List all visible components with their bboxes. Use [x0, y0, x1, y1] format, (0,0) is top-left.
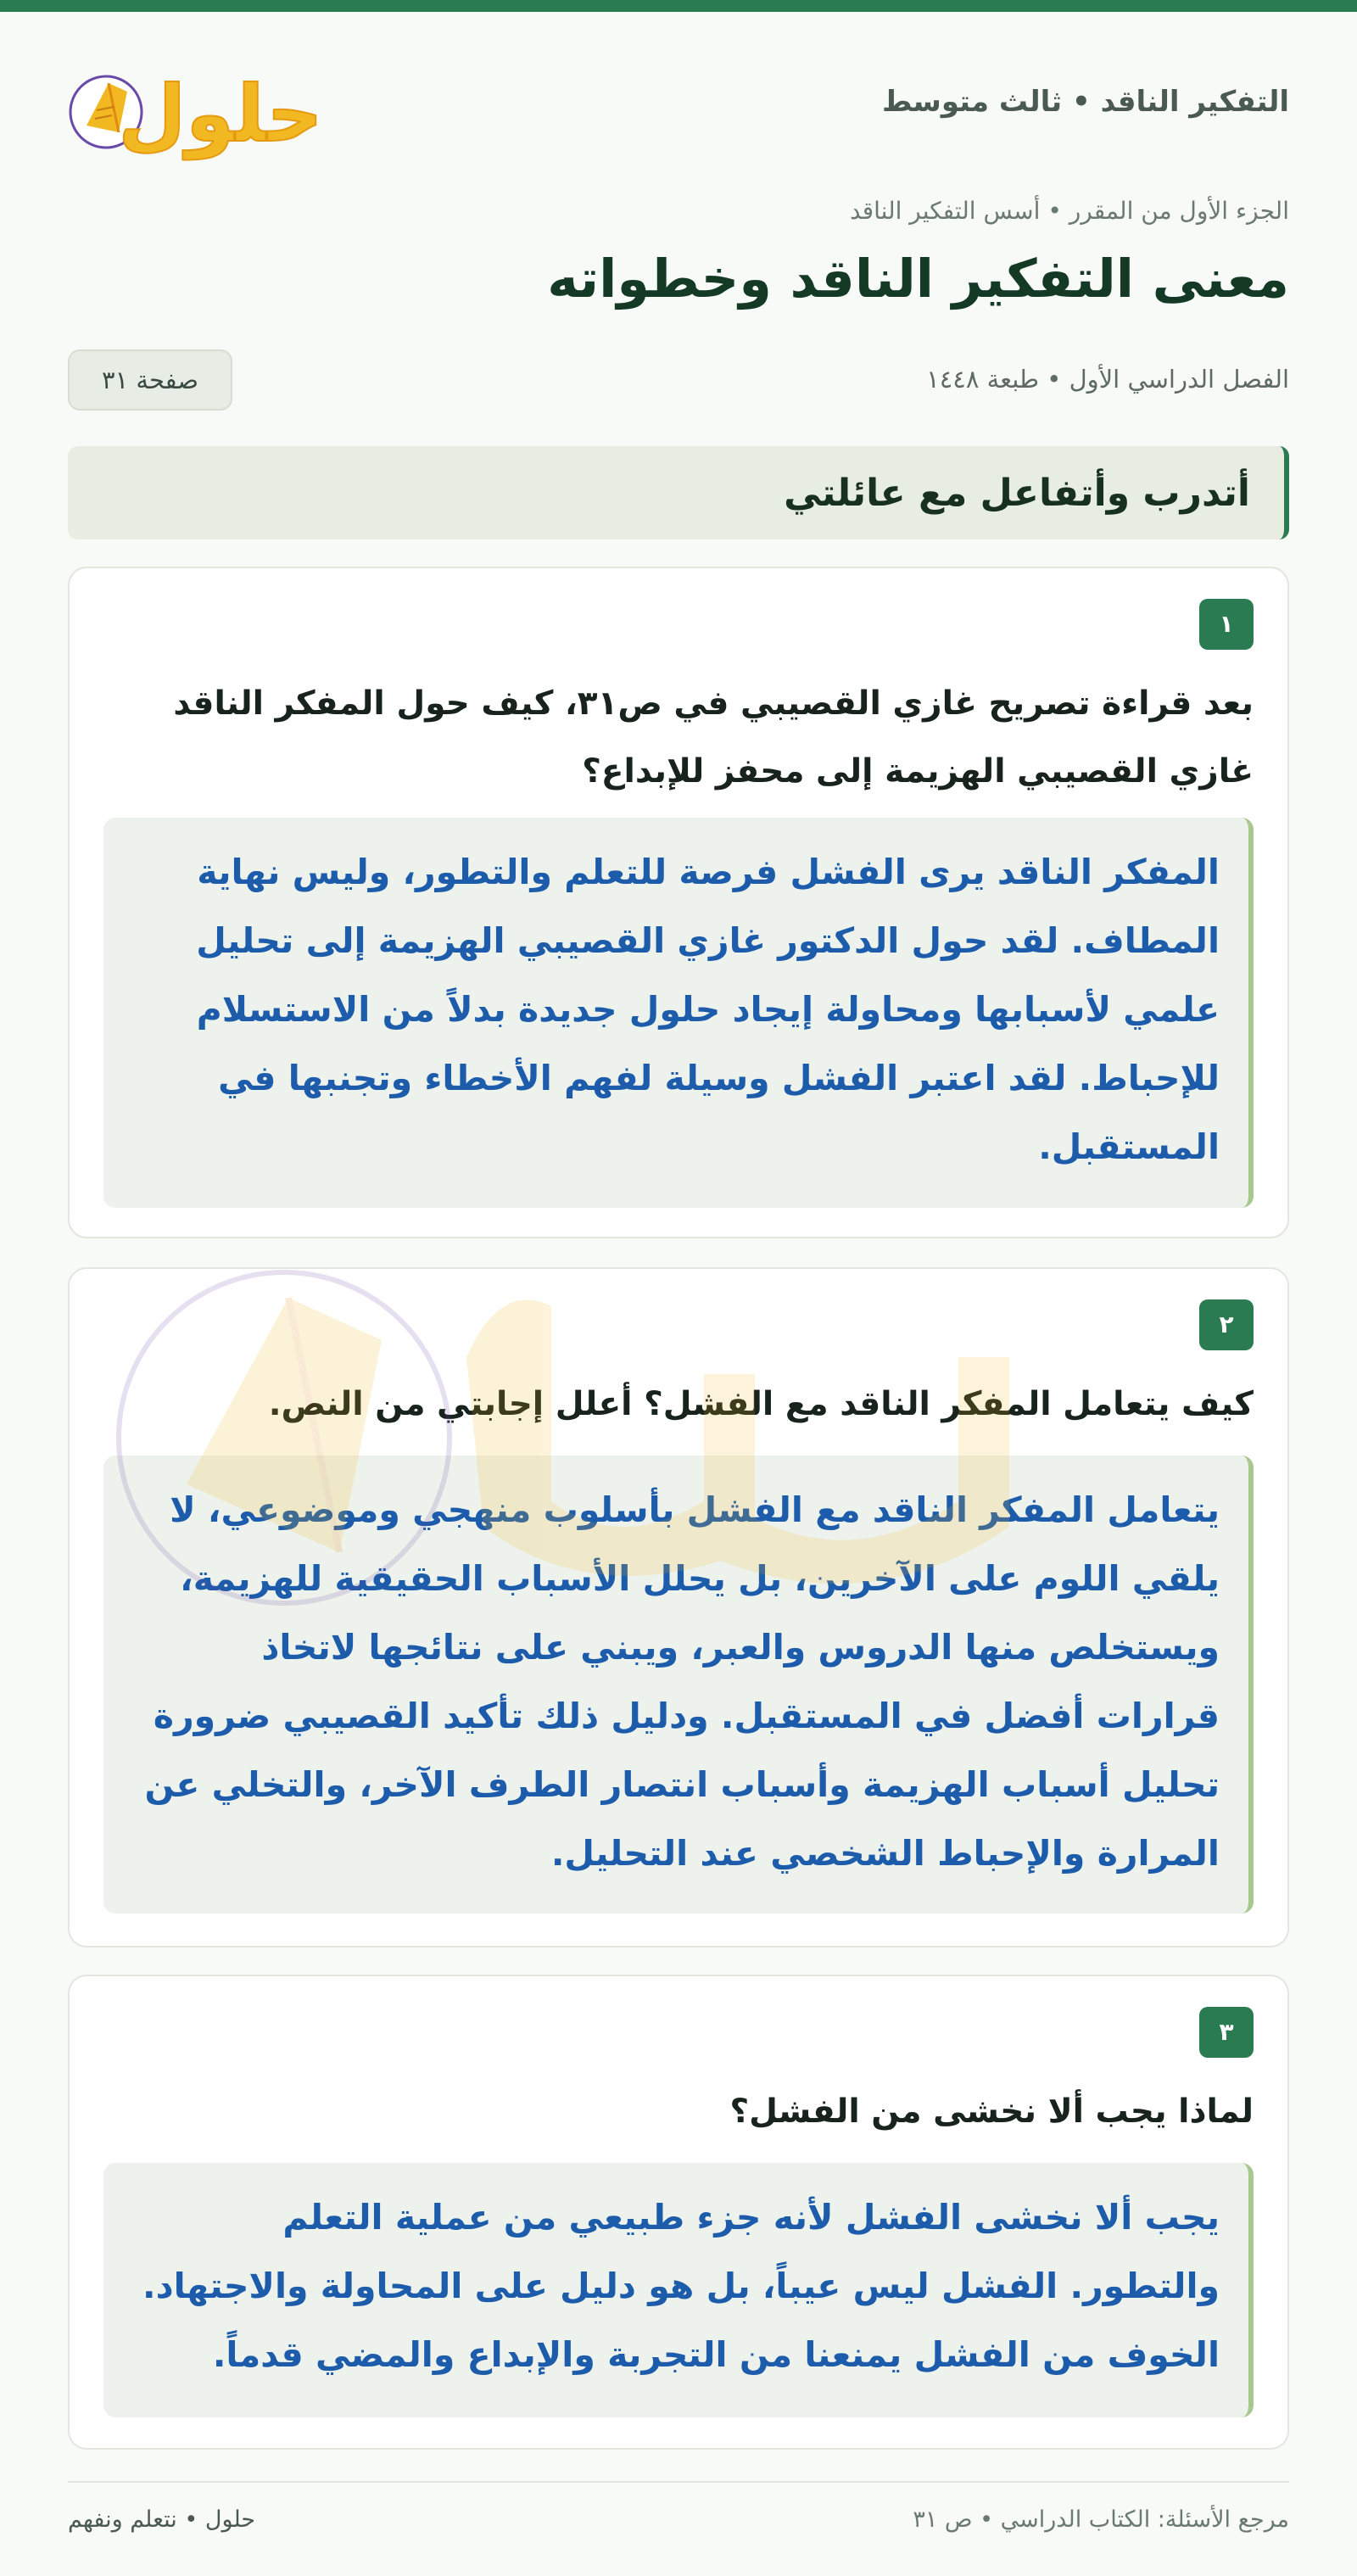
meta-row [68, 349, 1289, 411]
top-accent-bar [0, 0, 1357, 12]
footer-reference: مرجع الأسئلة: الكتاب الدراسي • ص ٣١ [913, 2506, 1289, 2533]
logo-icon [68, 59, 323, 159]
answer-box [103, 2163, 1254, 2417]
question-card-2 [68, 1267, 1289, 1947]
page-title: معنى التفكير الناقد وخطواته [547, 248, 1289, 310]
answer-box [103, 1456, 1254, 1914]
question-text: بعد قراءة تصريح غازي القصيبي في ص٣١، كيف حول المفكر الناقد غازي القصيبي الهزيمة إلى محفز للإبداع؟ [173, 685, 1254, 791]
question-number: ٢ [1199, 1299, 1254, 1350]
page-footer [68, 2481, 1289, 2532]
question-card-1 [68, 567, 1289, 1238]
page-header [68, 59, 1289, 159]
answer-text: يتعامل المفكر الناقد مع الفشل بأسلوب منهجي وموضوعي، لا يلقي اللوم على الآخرين، بل يحلل الأسباب الحقيقية للهزيمة، ويستخلص منها الدروس والعبر، ويبني على نتائجها لاتخاذ قرارات أفضل في المستقبل. ودليل ذلك تأكيد القصيبي ضرورة تحليل أسباب الهزيمة وأسباب انتصار الطرف الآخر، والتخلي عن المرارة والإحباط الشخصي عند التحليل. [144, 1489, 1220, 1874]
question-card-3 [68, 1975, 1289, 2450]
question-number: ٣ [1199, 2007, 1254, 2058]
page-badge: صفحة ٣١ [68, 349, 232, 411]
question-text: كيف يتعامل المفكر الناقد مع الفشل؟ أعلل إجابتي من النص. [268, 1385, 1254, 1423]
footer-brand: حلول • نتعلم ونفهم [68, 2506, 256, 2533]
answer-box [103, 818, 1254, 1208]
breadcrumb: الجزء الأول من المقرر • أسس التفكير الناقد [850, 197, 1289, 225]
subject-title: التفكير الناقد • ثالث متوسط [881, 85, 1289, 119]
answer-text: المفكر الناقد يرى الفشل فرصة للتعلم والتطور، وليس نهاية المطاف. لقد حول الدكتور غازي القصيبي الهزيمة إلى تحليل علمي لأسبابها ومحاولة إيجاد حلول جديدة بدلاً من الاستسلام للإحباط. لقد اعتبر الفشل وسيلة لفهم الأخطاء وتجنبها في المستقبل. [196, 852, 1220, 1167]
term-edition: الفصل الدراسي الأول • طبعة ١٤٤٨ [926, 365, 1289, 394]
answer-text: يجب ألا نخشى الفشل لأنه جزء طبيعي من عملية التعلم والتطور. الفشل ليس عيباً، بل هو دليل على المحاولة والاجتهاد. الخوف من الفشل يمنعنا من التجربة والإبداع والمضي قدماً. [142, 2197, 1220, 2375]
section-title: أتدرب وأتفاعل مع عائلتي [784, 472, 1250, 515]
question-number: ١ [1199, 599, 1254, 650]
question-text: لماذا يجب ألا نخشى من الفشل؟ [729, 2093, 1254, 2131]
hulul-logo[interactable] [68, 59, 323, 159]
svg-text:حلول: حلول [118, 69, 323, 159]
section-heading [68, 446, 1289, 539]
